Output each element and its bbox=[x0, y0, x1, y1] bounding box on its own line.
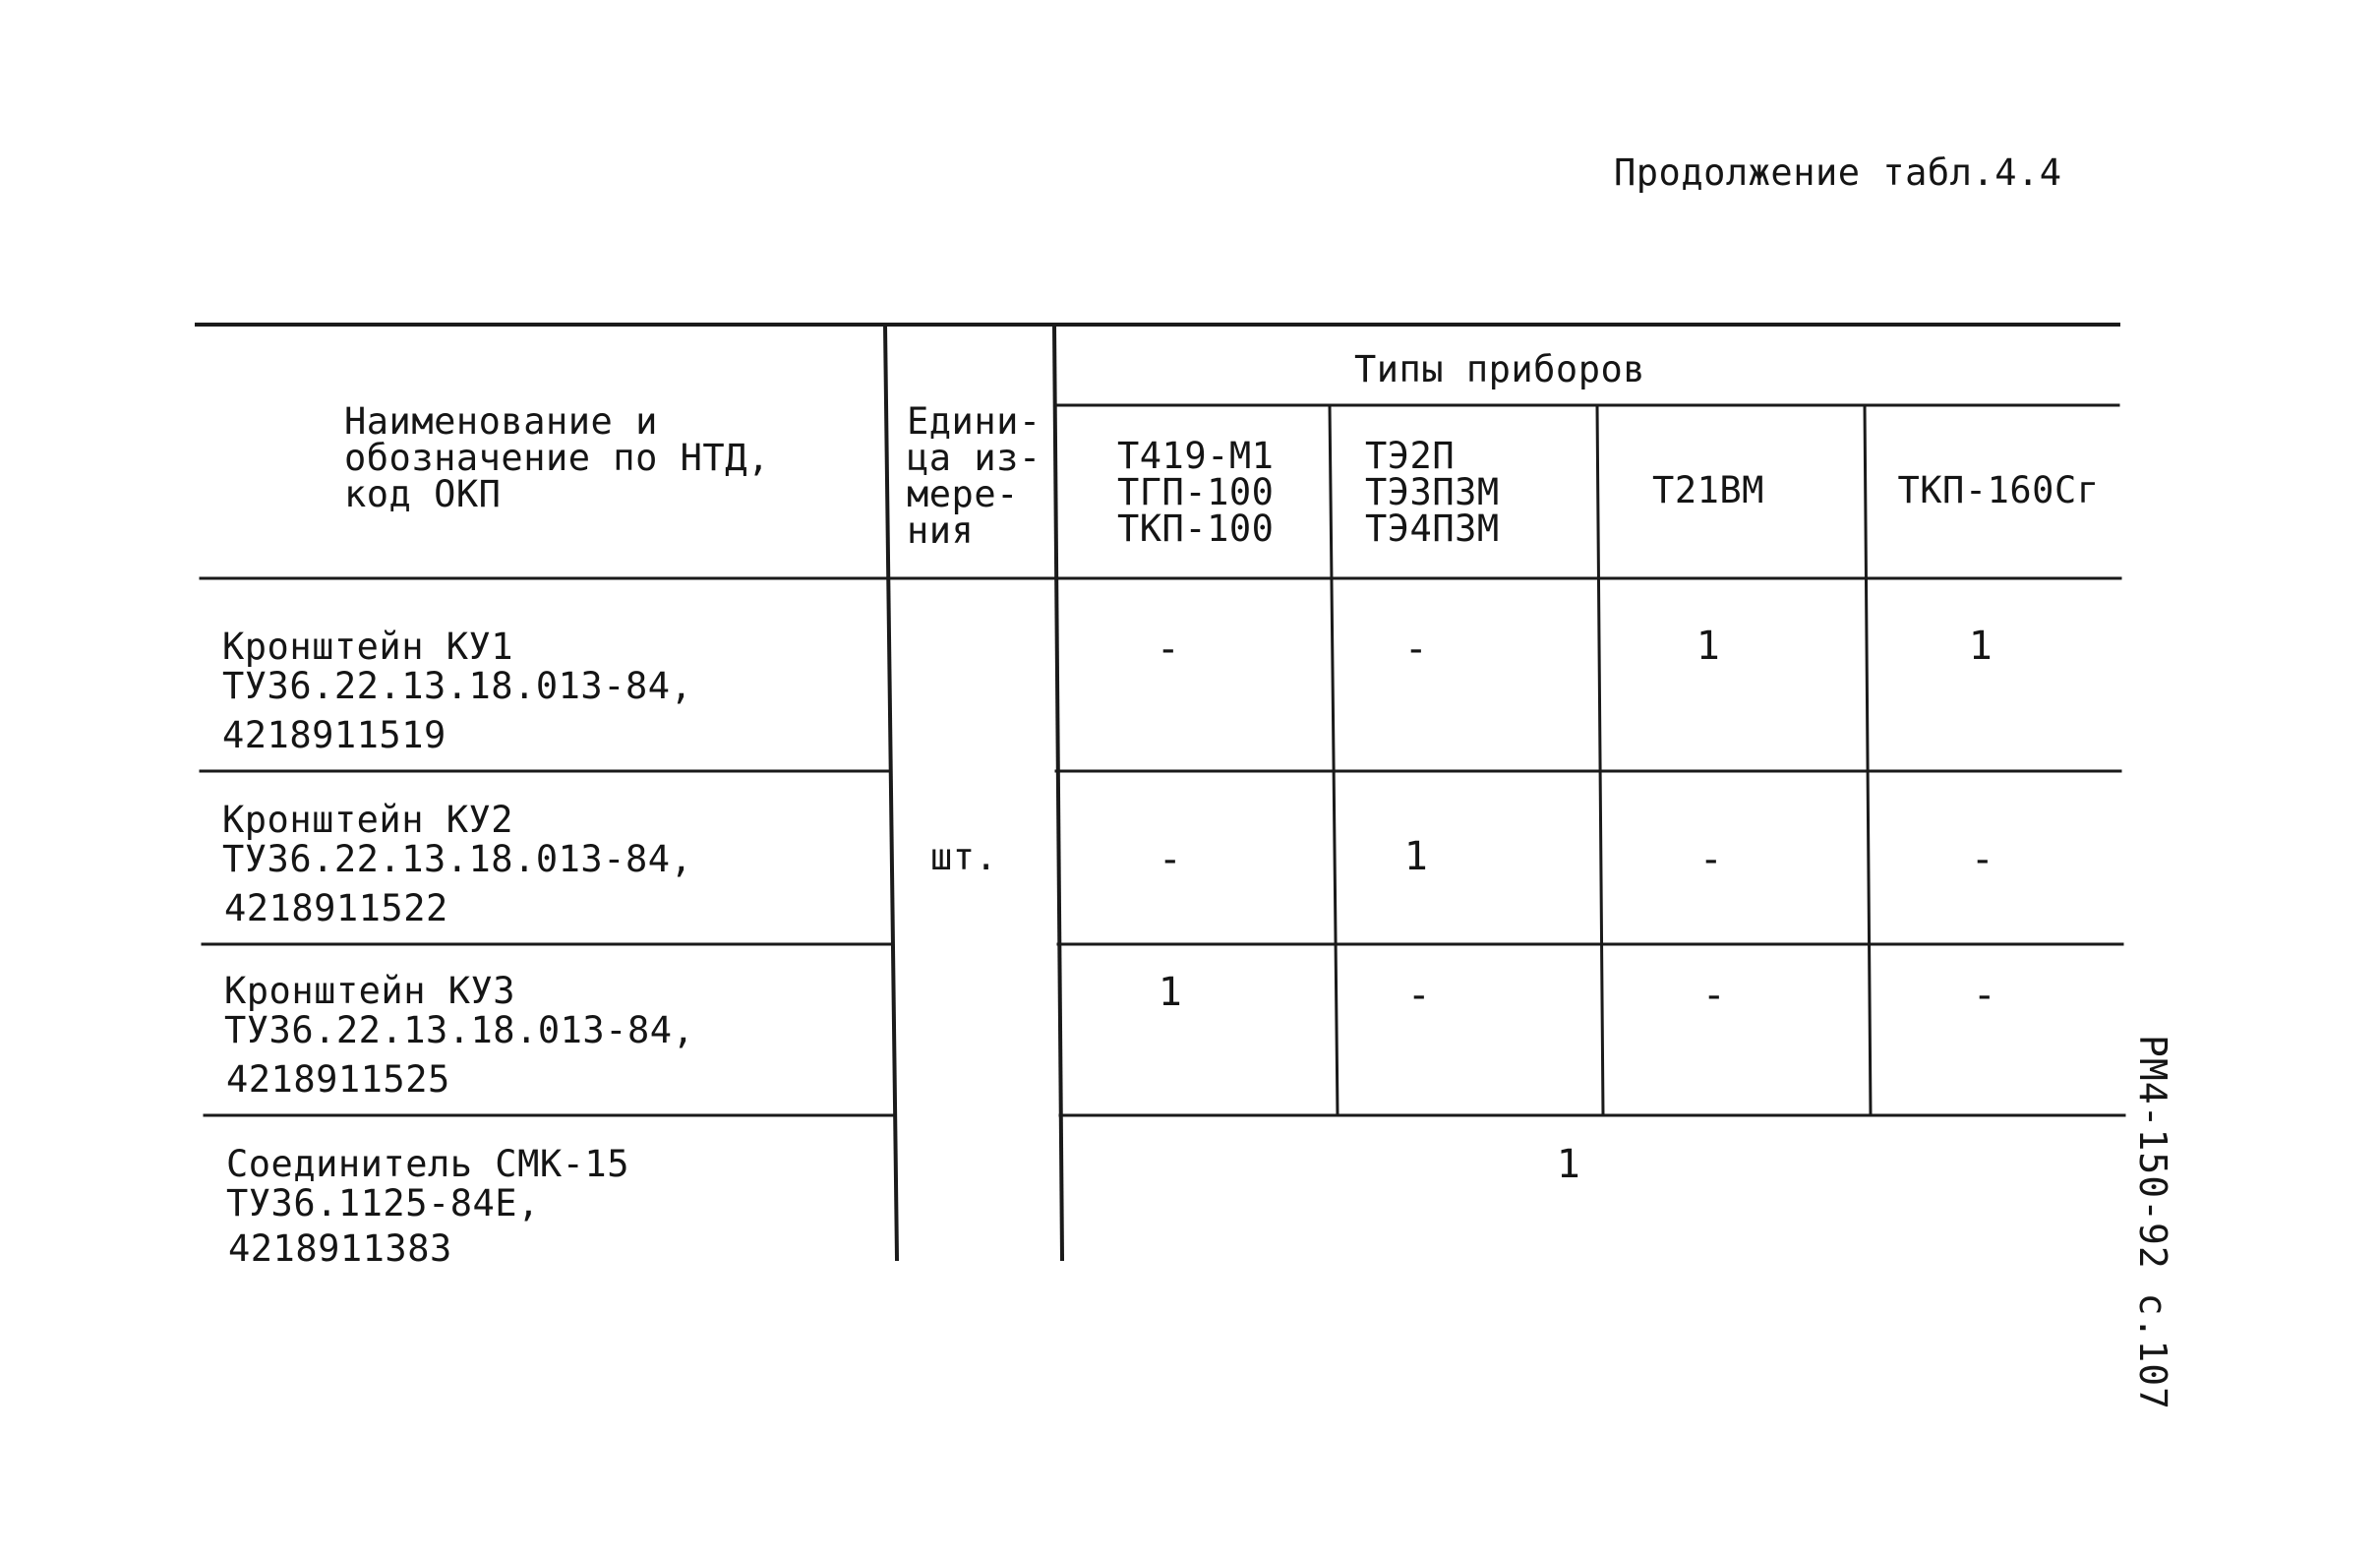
row-1-okp-code: 4218911519 bbox=[222, 714, 446, 756]
name-unit-divider bbox=[885, 325, 897, 1259]
row-3-name-line-2: ТУ36.22.13.18.013-84, bbox=[224, 1009, 695, 1051]
row-2-value-2: 1 bbox=[1403, 834, 1429, 879]
row-3-value-1: 1 bbox=[1158, 970, 1183, 1015]
row-3-value-3: - bbox=[1701, 973, 1727, 1018]
row-4-name bbox=[226, 1145, 629, 1224]
device-type-header-3 bbox=[1652, 469, 1764, 511]
row-1-value-2: - bbox=[1403, 627, 1429, 672]
row-1-value-1: - bbox=[1156, 627, 1181, 672]
name-header-line-2: обозначение по НТД, bbox=[344, 437, 770, 479]
device-type-2-line-3: ТЭ4П3М bbox=[1365, 508, 1500, 550]
device-type-header-4 bbox=[1897, 469, 2100, 511]
unit-column-header bbox=[907, 400, 1041, 552]
type-col-3-divider bbox=[1865, 405, 1871, 1115]
row-3-name bbox=[224, 972, 694, 1050]
device-type-1-line-1: Т419-М1 bbox=[1117, 435, 1275, 477]
unit-value: шт. bbox=[930, 836, 998, 878]
unit-header-line-2: ца из- bbox=[907, 437, 1041, 479]
type-col-2-divider bbox=[1597, 405, 1603, 1115]
type-col-1-divider bbox=[1330, 405, 1338, 1115]
row-1-value-4: 1 bbox=[1968, 624, 1993, 669]
device-type-4-line-1: ТКП-160Сг bbox=[1897, 469, 2100, 511]
row-1-name-line-2: ТУ36.22.13.18.013-84, bbox=[222, 665, 693, 707]
row-2-value-3: - bbox=[1698, 837, 1724, 882]
unit-header-line-4: ния bbox=[907, 509, 975, 552]
unit-types-divider bbox=[1054, 325, 1062, 1259]
row-1-value-3: 1 bbox=[1696, 624, 1721, 669]
name-header-line-1: Наименование и bbox=[344, 400, 658, 443]
row-3-name-line-1: Кронштейн КУ3 bbox=[224, 970, 516, 1012]
device-type-header-2 bbox=[1365, 435, 1500, 550]
continuation-caption: Продолжение табл.4.4 bbox=[1614, 151, 2062, 194]
name-column-header bbox=[344, 400, 770, 515]
row-3-value-4: - bbox=[1972, 973, 1997, 1018]
device-type-1-line-3: ТКП-100 bbox=[1117, 508, 1275, 550]
unit-header-line-3: мере- bbox=[907, 473, 1019, 515]
device-type-2-line-2: ТЭ3П3М bbox=[1365, 471, 1500, 513]
device-type-3-line-1: Т21ВМ bbox=[1652, 469, 1764, 511]
row-2-name-line-1: Кронштейн КУ2 bbox=[222, 799, 514, 841]
row-4-name-line-1: Соединитель СМК-15 bbox=[226, 1143, 629, 1185]
row-1-name-line-1: Кронштейн КУ1 bbox=[222, 626, 514, 668]
device-type-2-line-1: ТЭ2П bbox=[1365, 435, 1456, 477]
row-2-okp-code: 4218911522 bbox=[224, 887, 448, 929]
row-2-value-4: - bbox=[1970, 837, 1995, 882]
device-type-1-line-2: ТГП-100 bbox=[1117, 471, 1275, 513]
row-3-okp-code: 4218911525 bbox=[226, 1058, 450, 1101]
document-page-code: РМ4-150-92 с.107 bbox=[2131, 1035, 2174, 1411]
row-2-name bbox=[222, 801, 692, 879]
device-types-group-header: Типы приборов bbox=[1353, 348, 1646, 390]
unit-header-line-1: Едини- bbox=[907, 400, 1041, 443]
row-4-okp-code: 4218911383 bbox=[228, 1227, 452, 1270]
name-header-line-3: код ОКП bbox=[344, 473, 502, 515]
row-4-merged-value: 1 bbox=[1556, 1142, 1581, 1187]
row-4-name-line-2: ТУ36.1125-84Е, bbox=[226, 1182, 540, 1224]
row-2-name-line-2: ТУ36.22.13.18.013-84, bbox=[222, 838, 693, 880]
row-3-value-2: - bbox=[1406, 973, 1432, 1018]
device-type-header-1 bbox=[1117, 435, 1275, 550]
row-1-name bbox=[222, 627, 692, 706]
row-2-value-1: - bbox=[1158, 837, 1183, 882]
